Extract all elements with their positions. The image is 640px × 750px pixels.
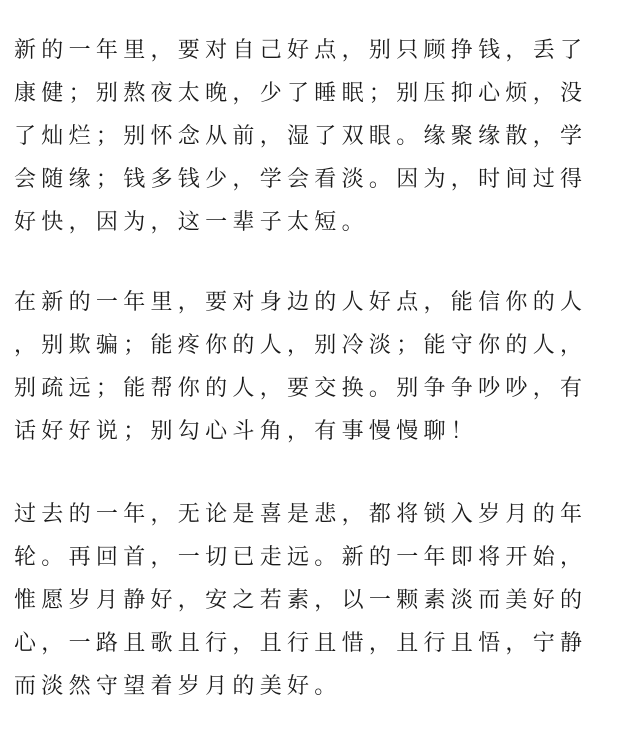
text-line: 别疏远；能帮你的人，要交换。别争争吵吵，有	[14, 376, 588, 401]
text-line: 话好好说；别勾心斗角，有事慢慢聊！	[14, 419, 479, 444]
text-line: 好快，因为，这一辈子太短。	[14, 210, 369, 235]
text-line: 新的一年里，要对自己好点，别只顾挣钱，丢了	[14, 38, 588, 63]
text-line: 惟愿岁月静好，安之若素，以一颗素淡而美好的	[14, 588, 588, 613]
paragraph-new-year-wish	[14, 493, 630, 708]
text-line: ，别欺骗；能疼你的人，别冷淡；能守你的人，	[14, 333, 588, 358]
text-line: 康健；别熬夜太晚，少了睡眠；别压抑心烦，没	[14, 81, 588, 106]
text-line: 会随缘；钱多钱少，学会看淡。因为，时间过得	[14, 167, 588, 192]
paragraph-others-care	[14, 281, 630, 453]
paragraph-self-care	[14, 29, 630, 244]
text-line: 在新的一年里，要对身边的人好点，能信你的人	[14, 290, 588, 315]
text-line: 心，一路且歌且行，且行且惜，且行且悟，宁静	[14, 631, 588, 656]
text-line: 轮。再回首，一切已走远。新的一年即将开始，	[14, 545, 588, 570]
text-line: 过去的一年，无论是喜是悲，都将锁入岁月的年	[14, 502, 588, 527]
text-line: 而淡然守望着岁月的美好。	[14, 674, 342, 699]
text-line: 了灿烂；别怀念从前，湿了双眼。缘聚缘散，学	[14, 124, 588, 149]
